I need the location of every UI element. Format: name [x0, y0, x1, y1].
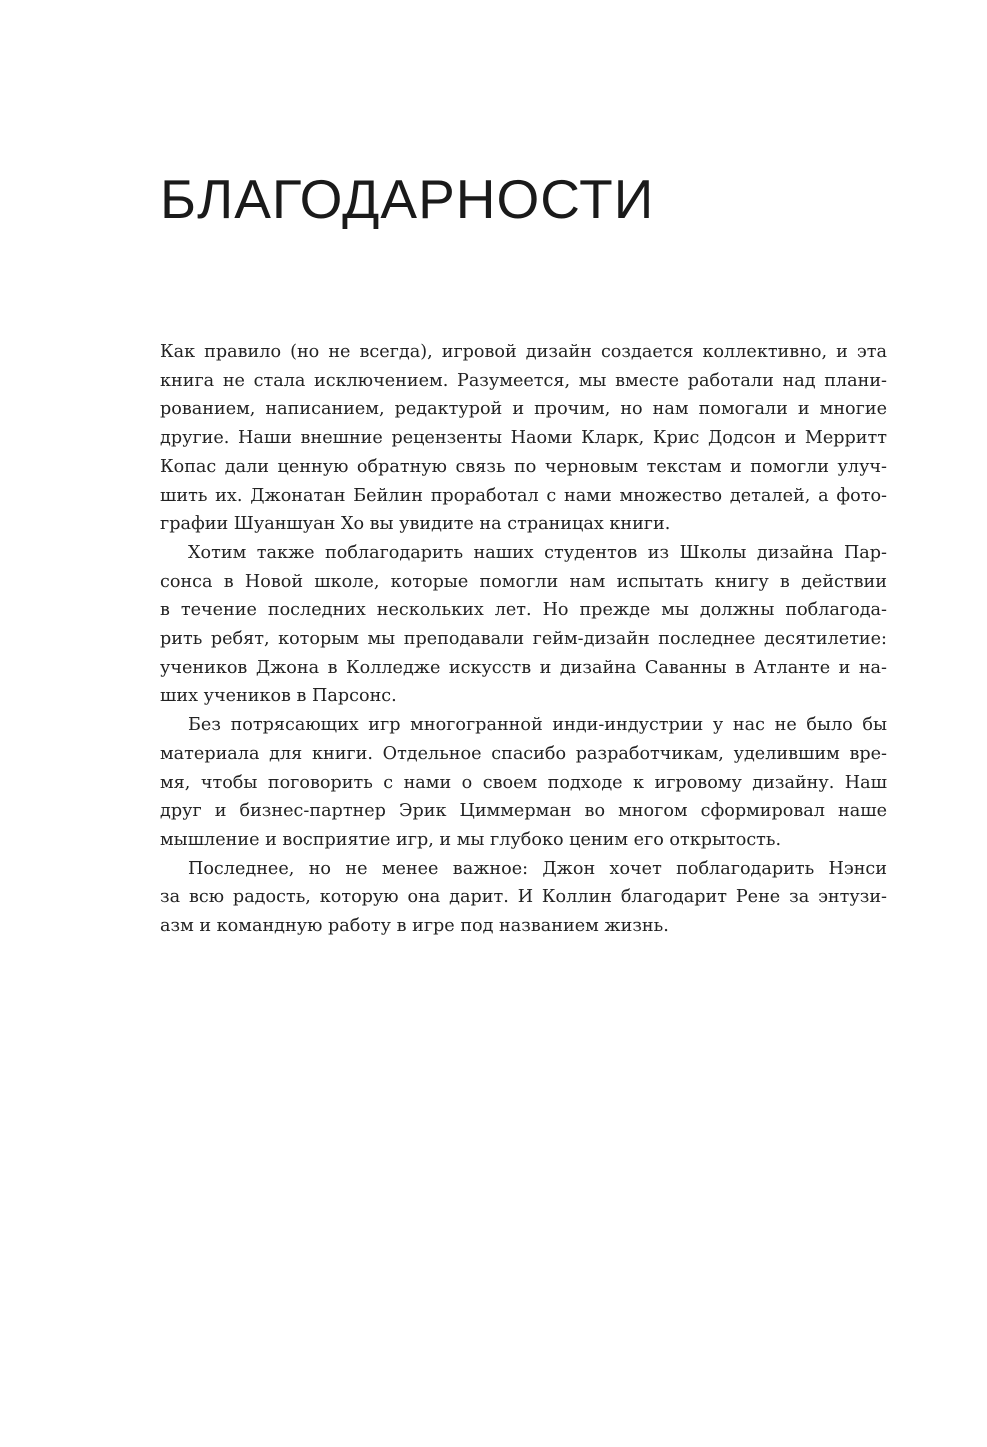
- text-line: Последнее, но не менее важное: Джон хочет поблагодарить Нэнси: [188, 858, 887, 879]
- page-title: БЛАГОДАРНОСТИ: [160, 168, 655, 230]
- text-line: рить ребят, которым мы преподавали гейм-дизайн последнее десятилетие:: [160, 629, 887, 650]
- text-line: за всю радость, которую она дарит. И Коллин благодарит Рене за энтузи-: [160, 887, 887, 908]
- text-line: ших учеников в Парсонс.: [160, 686, 397, 707]
- text-line: в течение последних нескольких лет. Но прежде мы должны поблагода-: [160, 600, 887, 621]
- text-line: книга не стала исключением. Разумеется, мы вместе работали над плани-: [160, 370, 887, 391]
- body-text: [160, 338, 887, 941]
- text-line: графии Шуаншуан Хо вы увидите на страницах книги.: [160, 514, 671, 535]
- text-line: Как правило (но не всегда), игровой дизайн создается коллективно, и эта: [160, 342, 887, 362]
- paragraph-4: [160, 855, 887, 941]
- text-line: учеников Джона в Колледже искусств и дизайна Саванны в Атланте и на-: [160, 657, 887, 678]
- text-line: Копас дали ценную обратную связь по черновым текстам и помогли улуч-: [160, 456, 887, 477]
- text-line: сонса в Новой школе, которые помогли нам испытать книгу в действии: [160, 571, 887, 592]
- text-line: рованием, написанием, редактурой и прочим, но нам помогали и многие: [160, 399, 887, 420]
- paragraph-1: [160, 338, 887, 539]
- text-line: материала для книги. Отдельное спасибо разработчикам, уделившим вре-: [160, 743, 887, 764]
- text-line: азм и командную работу в игре под названием жизнь.: [160, 916, 669, 937]
- text-line: мышление и восприятие игр, и мы глубоко ценим его открытость.: [160, 829, 782, 850]
- text-line: мя, чтобы поговорить с нами о своем подходе к игровому дизайну. Наш: [160, 772, 887, 793]
- paragraph-3: [160, 711, 887, 855]
- text-line: Без потрясающих игр многогранной инди-индустрии у нас не было бы: [188, 715, 887, 736]
- text-line: шить их. Джонатан Бейлин проработал с нами множество деталей, а фото-: [160, 485, 887, 506]
- text-line: друг и бизнес-партнер Эрик Циммерман во многом сформировал наше: [160, 801, 887, 822]
- paragraph-2: [160, 539, 887, 711]
- text-line: Хотим также поблагодарить наших студентов из Школы дизайна Пар-: [188, 542, 887, 563]
- text-line: другие. Наши внешние рецензенты Наоми Кларк, Крис Додсон и Мерритт: [160, 428, 887, 449]
